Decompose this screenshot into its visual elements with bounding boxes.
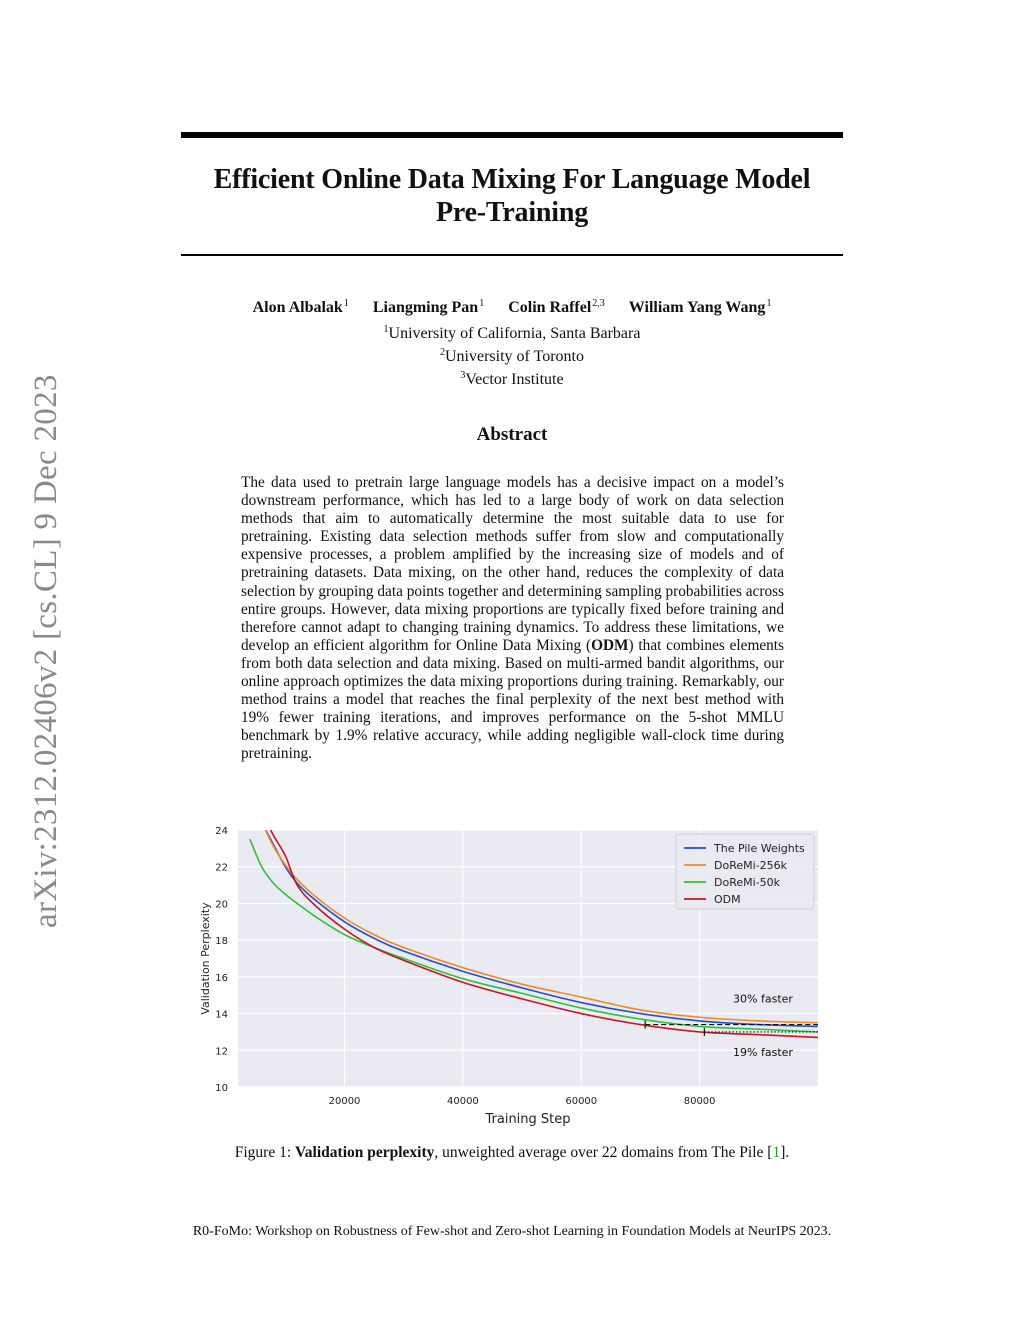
title-line-2: Pre-Training <box>435 197 589 228</box>
y-tick-label: 24 <box>215 826 228 837</box>
y-tick-label: 20 <box>215 899 228 911</box>
abstract-body: The data used to pretrain large language models has a decisive impact on a model’s downstream performance, which has led to a large body of work on data selection methods that aim to automatically determine the most suitable data to use for pretraining. Existing data selection methods suffer from slow and computationally expensive processes, a problem amplified by the increasing size of models and of pretraining datasets. Data mixing, on the other hand, reduces the complexity of data selection by grouping data points together and determining sampling probabilities across entire groups. However, data mixing proportions are typically fixed before training and therefore cannot adapt to changing training dynamics. To address these limitations, we develop an efficient algorithm for Online Data Mixing (ODM) that combines elements from both data selection and data mixing. Based on multi-armed bandit algorithms, our online approach optimizes the data mixing proportions during training. Remarkably, our method trains a model that reaches the final perplexity of the next best method with 19% fewer training iterations, and improves performance on the 5-shot MMLU benchmark by 1.9% relative accuracy, while adding negligible wall-clock time during pretraining. <box>241 474 784 763</box>
author: Alon Albalak$^1$ <box>252 298 349 316</box>
title-bottom-rule <box>181 254 843 256</box>
author: William Yang Wang$^1$ <box>628 298 772 316</box>
x-tick-label: 80000 <box>683 1096 716 1107</box>
legend-label: DoReMi-50k <box>714 876 780 889</box>
author: Colin Raffel$^{2,3}$ <box>508 298 605 316</box>
legend-label: DoReMi-256k <box>714 859 787 872</box>
affiliation: $^1$University of California, Santa Barbara <box>383 324 641 342</box>
x-tick-label: 60000 <box>565 1096 598 1107</box>
legend <box>676 834 814 909</box>
y-tick-label: 18 <box>215 936 228 948</box>
title-top-rule <box>181 132 843 138</box>
validation-perplexity-chart <box>195 822 830 1127</box>
author-list <box>181 298 843 317</box>
affiliation: $^3$Vector Institute <box>460 370 564 388</box>
author: Liangming Pan$^1$ <box>372 298 485 316</box>
legend-label: ODM <box>714 893 741 906</box>
y-tick-label: 10 <box>215 1083 228 1094</box>
y-tick-label: 22 <box>215 862 228 874</box>
page-footer: R0-FoMo: Workshop on Robustness of Few-shot and Zero-shot Learning in Foundation Models at NeurIPS 2023. <box>192 1224 832 1239</box>
affiliation: $^2$University of Toronto <box>439 347 584 365</box>
legend-label: The Pile Weights <box>714 842 805 855</box>
annotation-label: 30% faster <box>733 992 793 1006</box>
abstract-heading: Abstract <box>476 424 548 445</box>
x-tick-label: 20000 <box>328 1096 361 1107</box>
x-tick-label: 40000 <box>446 1096 479 1107</box>
affiliation-list <box>181 320 843 389</box>
y-axis-label: Validation Perplexity <box>199 902 212 1015</box>
y-tick-label: 12 <box>215 1046 228 1058</box>
paper-title <box>181 163 843 229</box>
annotation-label: 19% faster <box>733 1045 793 1059</box>
title-line-1: Efficient Online Data Mixing For Language Model <box>213 164 811 195</box>
y-tick-label: 14 <box>215 1009 228 1021</box>
y-tick-label: 16 <box>215 972 228 984</box>
figure-caption: Figure 1: Validation perplexity, unweighted average over 22 domains from The Pile [1]. <box>234 1144 790 1161</box>
x-axis-label: Training Step <box>485 1112 571 1127</box>
citation-link[interactable]: 1 <box>772 1144 781 1161</box>
arxiv-side-label: arXiv:2312.02406v2 [cs.CL] 9 Dec 2023 <box>28 374 64 928</box>
